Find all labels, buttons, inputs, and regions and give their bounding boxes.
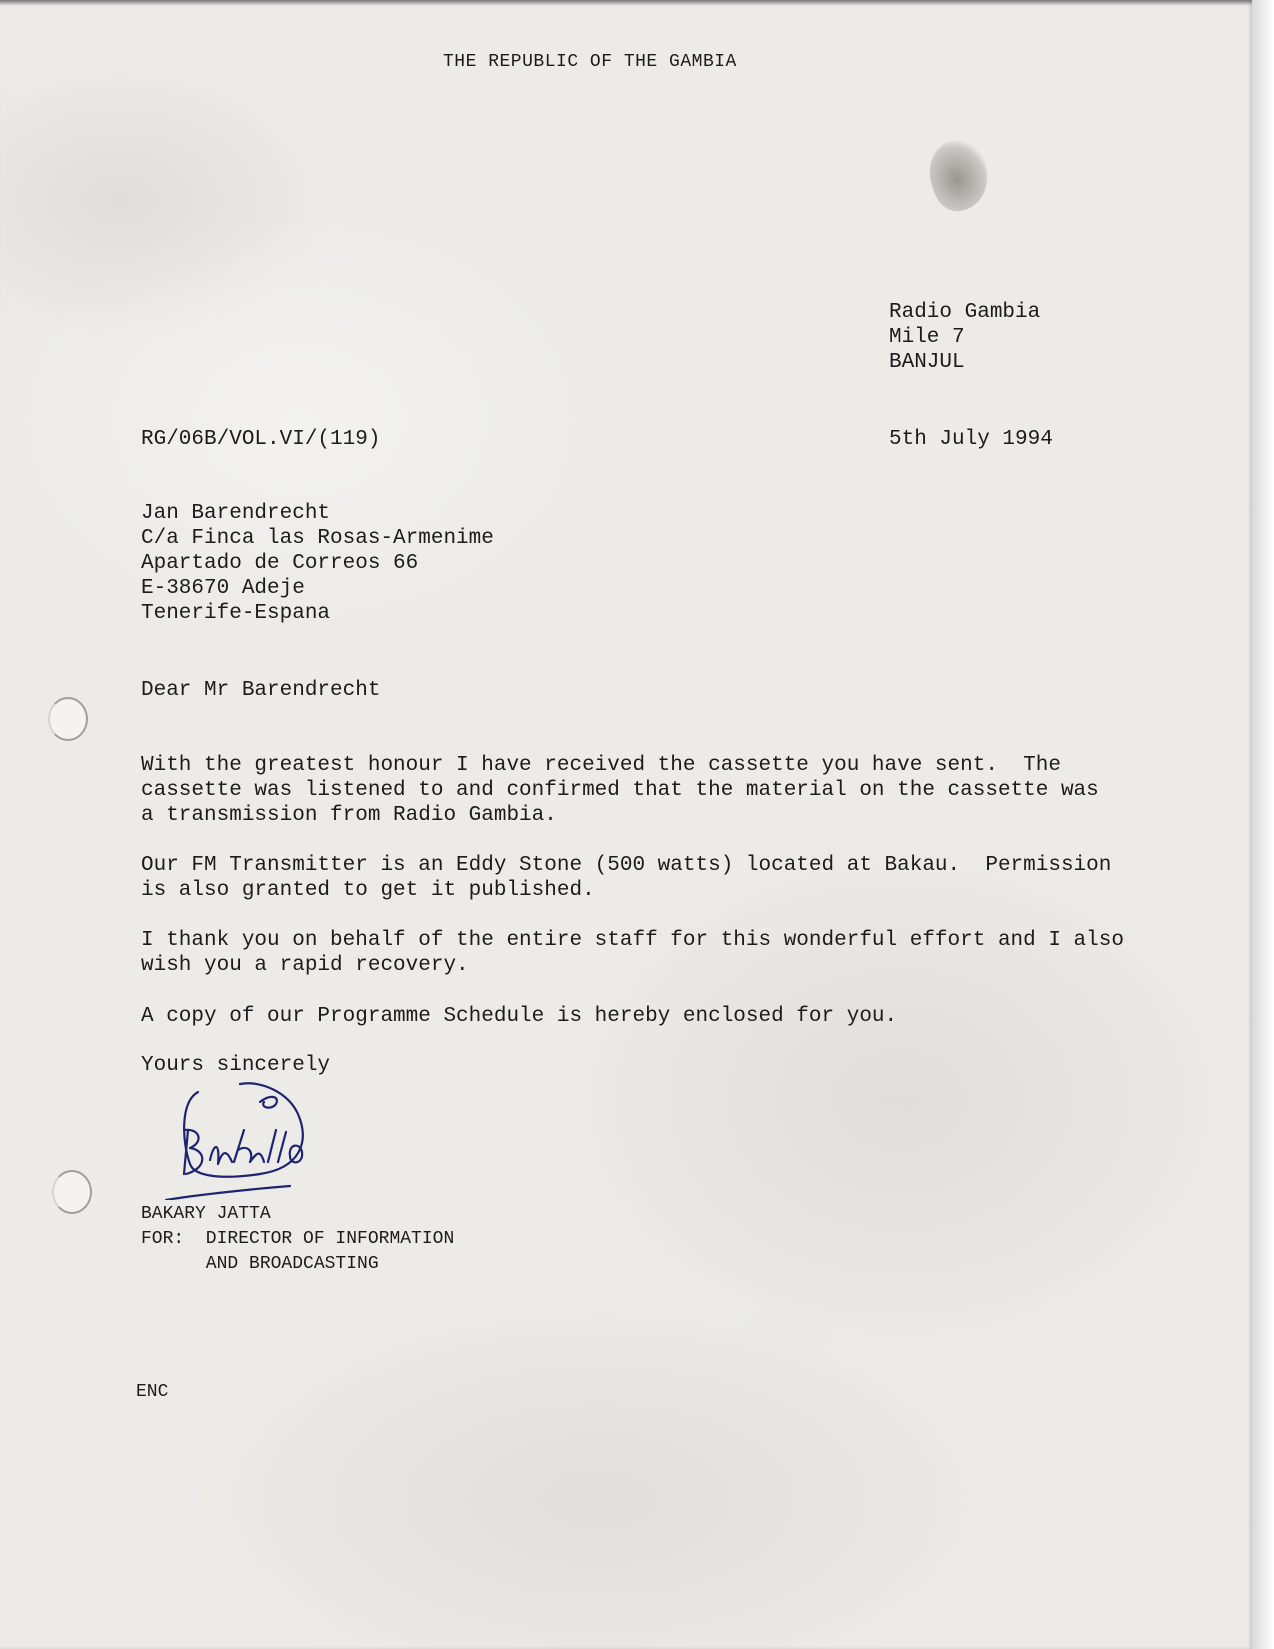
- enclosure-note: ENC: [136, 1382, 169, 1402]
- sender-address-line: BANJUL: [889, 351, 965, 374]
- punch-hole-upper: [48, 697, 88, 741]
- sender-address-line: Mile 7: [889, 326, 965, 349]
- signature-block: BAKARY JATTA FOR: DIRECTOR OF INFORMATION AND BROADCASTING: [141, 1204, 455, 1274]
- body-paragraph: Our FM Transmitter is an Eddy Stone (500 watts) located at Bakau. Permission is also granted to get it published.: [141, 854, 1112, 902]
- handwritten-signature: [160, 1072, 330, 1200]
- recipient-address-line: Apartado de Correos 66: [141, 552, 419, 575]
- page-top-edge-shadow: [0, 0, 1252, 6]
- scan-right-margin: [1252, 0, 1274, 1649]
- sender-address: [889, 300, 1040, 375]
- body-paragraph: A copy of our Programme Schedule is hereby enclosed for you.: [141, 1005, 898, 1028]
- recipient-address: [141, 501, 494, 626]
- letter-date: 5th July 1994: [889, 428, 1053, 451]
- recipient-address-line: Tenerife-Espana: [141, 602, 331, 625]
- punch-hole-lower: [52, 1170, 92, 1214]
- sender-address-line: Radio Gambia: [889, 301, 1041, 324]
- salutation: Dear Mr Barendrecht: [141, 679, 381, 702]
- recipient-address-line: Jan Barendrecht: [141, 502, 331, 525]
- reference-number: RG/06B/VOL.VI/(119): [141, 428, 381, 451]
- body-paragraph: With the greatest honour I have received the cassette you have sent. The cassette was listened to and confirmed that the material on the cassette was a transmission from Radio Gambia.: [141, 754, 1099, 827]
- body-paragraph: I thank you on behalf of the entire staff for this wonderful effort and I also wish you a rapid recovery.: [141, 929, 1124, 977]
- letterhead-title: THE REPUBLIC OF THE GAMBIA: [443, 52, 737, 72]
- recipient-address-line: E-38670 Adeje: [141, 577, 305, 600]
- coffee-stain: [921, 133, 998, 217]
- closing: Yours sincerely: [141, 1054, 331, 1077]
- recipient-address-line: C/a Finca las Rosas-Armenime: [141, 527, 494, 550]
